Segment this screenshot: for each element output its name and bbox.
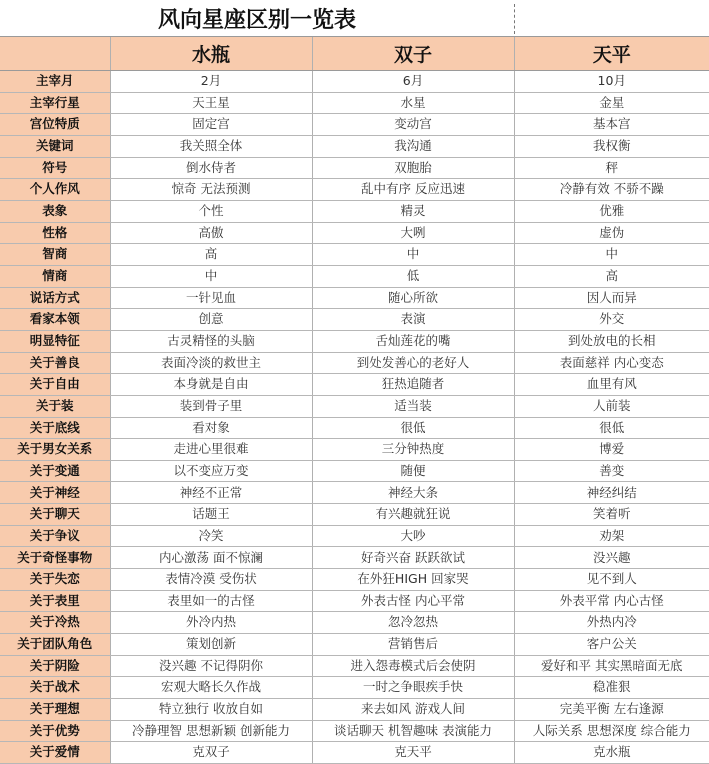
cell-aquarius: 没兴趣 不记得阴你 xyxy=(110,655,312,677)
cell-libra: 外交 xyxy=(514,309,709,331)
cell-gemini: 营销售后 xyxy=(312,634,514,656)
table-row xyxy=(0,525,709,547)
cell-libra: 克水瓶 xyxy=(514,742,709,764)
row-label: 明显特征 xyxy=(0,330,110,352)
cell-gemini: 舌灿莲花的嘴 xyxy=(312,330,514,352)
table-row xyxy=(0,439,709,461)
row-label: 关于聊天 xyxy=(0,504,110,526)
cell-libra: 很低 xyxy=(514,417,709,439)
cell-aquarius: 天王星 xyxy=(110,92,312,114)
row-label: 关于争议 xyxy=(0,525,110,547)
cell-aquarius: 神经不正常 xyxy=(110,482,312,504)
cell-aquarius: 我关照全体 xyxy=(110,135,312,157)
cell-libra: 基本宫 xyxy=(514,114,709,136)
row-label: 说话方式 xyxy=(0,287,110,309)
cell-gemini: 谈话聊天 机智趣味 表演能力 xyxy=(312,720,514,742)
cell-aquarius: 本身就是自由 xyxy=(110,374,312,396)
cell-aquarius: 高 xyxy=(110,244,312,266)
cell-libra: 冷静有效 不骄不躁 xyxy=(514,179,709,201)
table-row xyxy=(0,330,709,352)
cell-gemini: 来去如风 游戏人间 xyxy=(312,699,514,721)
cell-aquarius: 以不变应万变 xyxy=(110,460,312,482)
cell-gemini: 乱中有序 反应迅速 xyxy=(312,179,514,201)
table-body xyxy=(0,71,709,764)
comparison-table xyxy=(0,36,709,764)
cell-gemini: 随便 xyxy=(312,460,514,482)
cell-aquarius: 倒水侍者 xyxy=(110,157,312,179)
cell-libra: 客户公关 xyxy=(514,634,709,656)
row-label: 关于阴险 xyxy=(0,655,110,677)
row-label: 关于团队角色 xyxy=(0,634,110,656)
cell-libra: 人际关系 思想深度 综合能力 xyxy=(514,720,709,742)
table-row xyxy=(0,655,709,677)
cell-gemini: 很低 xyxy=(312,417,514,439)
cell-libra: 我权衡 xyxy=(514,135,709,157)
table-row xyxy=(0,742,709,764)
cell-gemini: 双胞胎 xyxy=(312,157,514,179)
row-label: 关于善良 xyxy=(0,352,110,374)
table-row xyxy=(0,287,709,309)
cell-aquarius: 冷静理智 思想新颖 创新能力 xyxy=(110,720,312,742)
cell-aquarius: 2月 xyxy=(110,71,312,93)
table-row xyxy=(0,460,709,482)
cell-aquarius: 惊奇 无法预测 xyxy=(110,179,312,201)
cell-libra: 因人而异 xyxy=(514,287,709,309)
cell-aquarius: 内心激荡 面不惊澜 xyxy=(110,547,312,569)
row-label: 关于冷热 xyxy=(0,612,110,634)
cell-libra: 中 xyxy=(514,244,709,266)
cell-gemini: 6月 xyxy=(312,71,514,93)
row-label: 关于奇怪事物 xyxy=(0,547,110,569)
cell-libra: 爱好和平 其实黑暗面无底 xyxy=(514,655,709,677)
row-label: 关于战术 xyxy=(0,677,110,699)
table-row xyxy=(0,200,709,222)
cell-libra: 神经纠结 xyxy=(514,482,709,504)
cell-libra: 外热内冷 xyxy=(514,612,709,634)
row-label: 关于失恋 xyxy=(0,569,110,591)
cell-libra: 博爱 xyxy=(514,439,709,461)
row-label: 关于优势 xyxy=(0,720,110,742)
cell-gemini: 外表古怪 内心平常 xyxy=(312,590,514,612)
header-row xyxy=(0,37,709,71)
table-row xyxy=(0,504,709,526)
cell-aquarius: 特立独行 收放自如 xyxy=(110,699,312,721)
table-row xyxy=(0,309,709,331)
table-row xyxy=(0,222,709,244)
row-label: 关于自由 xyxy=(0,374,110,396)
page-title: 风向星座区别一览表 xyxy=(157,7,356,33)
cell-aquarius: 创意 xyxy=(110,309,312,331)
table-row xyxy=(0,92,709,114)
column-header-gemini: 双子 xyxy=(312,37,514,71)
cell-aquarius: 克双子 xyxy=(110,742,312,764)
row-label: 关于爱情 xyxy=(0,742,110,764)
row-label: 主宰行星 xyxy=(0,92,110,114)
table-row xyxy=(0,114,709,136)
cell-gemini: 水星 xyxy=(312,92,514,114)
row-label: 表象 xyxy=(0,200,110,222)
row-label: 情商 xyxy=(0,265,110,287)
table-row xyxy=(0,179,709,201)
column-header-libra: 天平 xyxy=(514,37,709,71)
cell-aquarius: 装到骨子里 xyxy=(110,395,312,417)
row-label: 个人作风 xyxy=(0,179,110,201)
table-row xyxy=(0,569,709,591)
row-label: 主宰月 xyxy=(0,71,110,93)
column-header-aquarius: 水瓶 xyxy=(110,37,312,71)
cell-aquarius: 表里如一的古怪 xyxy=(110,590,312,612)
cell-gemini: 有兴趣就狂说 xyxy=(312,504,514,526)
cell-libra: 高 xyxy=(514,265,709,287)
cell-libra: 10月 xyxy=(514,71,709,93)
row-label: 关于理想 xyxy=(0,699,110,721)
cell-gemini: 变动宫 xyxy=(312,114,514,136)
cell-aquarius: 一针见血 xyxy=(110,287,312,309)
cell-libra: 善变 xyxy=(514,460,709,482)
cell-aquarius: 宏观大略长久作战 xyxy=(110,677,312,699)
cell-gemini: 大吵 xyxy=(312,525,514,547)
cell-gemini: 到处发善心的老好人 xyxy=(312,352,514,374)
row-label: 关于神经 xyxy=(0,482,110,504)
cell-gemini: 狂热追随者 xyxy=(312,374,514,396)
row-label: 智商 xyxy=(0,244,110,266)
cell-libra: 金星 xyxy=(514,92,709,114)
cell-libra: 笑着听 xyxy=(514,504,709,526)
cell-libra: 劝架 xyxy=(514,525,709,547)
cell-libra: 优雅 xyxy=(514,200,709,222)
cell-gemini: 克天平 xyxy=(312,742,514,764)
cell-gemini: 大咧 xyxy=(312,222,514,244)
cell-aquarius: 看对象 xyxy=(110,417,312,439)
cell-aquarius: 个性 xyxy=(110,200,312,222)
row-label: 符号 xyxy=(0,157,110,179)
cell-libra: 人前装 xyxy=(514,395,709,417)
cell-aquarius: 策划创新 xyxy=(110,634,312,656)
cell-libra: 血里有风 xyxy=(514,374,709,396)
table-row xyxy=(0,482,709,504)
table-row xyxy=(0,374,709,396)
table-row xyxy=(0,352,709,374)
cell-gemini: 一时之争眼疾手快 xyxy=(312,677,514,699)
cell-aquarius: 外冷内热 xyxy=(110,612,312,634)
table-row xyxy=(0,612,709,634)
cell-gemini: 中 xyxy=(312,244,514,266)
cell-aquarius: 冷笑 xyxy=(110,525,312,547)
title-spacer xyxy=(514,0,709,36)
table-row xyxy=(0,547,709,569)
table-row xyxy=(0,135,709,157)
row-label: 关于男女关系 xyxy=(0,439,110,461)
cell-aquarius: 高傲 xyxy=(110,222,312,244)
cell-libra: 外表平常 内心古怪 xyxy=(514,590,709,612)
cell-aquarius: 话题王 xyxy=(110,504,312,526)
cell-aquarius: 走进心里很难 xyxy=(110,439,312,461)
table-row xyxy=(0,244,709,266)
row-label: 关键词 xyxy=(0,135,110,157)
cell-gemini: 随心所欲 xyxy=(312,287,514,309)
row-label: 宫位特质 xyxy=(0,114,110,136)
cell-gemini: 表演 xyxy=(312,309,514,331)
cell-gemini: 精灵 xyxy=(312,200,514,222)
cell-gemini: 我沟通 xyxy=(312,135,514,157)
cell-gemini: 适当装 xyxy=(312,395,514,417)
cell-aquarius: 固定宫 xyxy=(110,114,312,136)
header-corner xyxy=(0,37,110,71)
table-row xyxy=(0,71,709,93)
cell-libra: 秤 xyxy=(514,157,709,179)
table-row xyxy=(0,417,709,439)
cell-gemini: 神经大条 xyxy=(312,482,514,504)
row-label: 性格 xyxy=(0,222,110,244)
cell-gemini: 好奇兴奋 跃跃欲试 xyxy=(312,547,514,569)
cell-libra: 完美平衡 左右逢源 xyxy=(514,699,709,721)
table-row xyxy=(0,677,709,699)
table-row xyxy=(0,699,709,721)
row-label: 关于表里 xyxy=(0,590,110,612)
row-label: 看家本领 xyxy=(0,309,110,331)
cell-gemini: 低 xyxy=(312,265,514,287)
cell-aquarius: 古灵精怪的头脑 xyxy=(110,330,312,352)
cell-aquarius: 表情冷漠 受伤状 xyxy=(110,569,312,591)
cell-aquarius: 表面冷淡的救世主 xyxy=(110,352,312,374)
row-label: 关于装 xyxy=(0,395,110,417)
cell-libra: 见不到人 xyxy=(514,569,709,591)
table-row xyxy=(0,634,709,656)
cell-libra: 没兴趣 xyxy=(514,547,709,569)
cell-libra: 到处放电的长相 xyxy=(514,330,709,352)
cell-gemini: 三分钟热度 xyxy=(312,439,514,461)
cell-gemini: 在外狂HIGH 回家哭 xyxy=(312,569,514,591)
table-row xyxy=(0,157,709,179)
table-row xyxy=(0,265,709,287)
cell-libra: 虚伪 xyxy=(514,222,709,244)
row-label: 关于底线 xyxy=(0,417,110,439)
cell-libra: 表面慈祥 内心变态 xyxy=(514,352,709,374)
cell-aquarius: 中 xyxy=(110,265,312,287)
cell-libra: 稳准狠 xyxy=(514,677,709,699)
table-row xyxy=(0,590,709,612)
cell-gemini: 进入怨毒模式后会使阴 xyxy=(312,655,514,677)
row-label: 关于变通 xyxy=(0,460,110,482)
dashed-divider xyxy=(514,4,515,34)
cell-gemini: 忽冷忽热 xyxy=(312,612,514,634)
table-row xyxy=(0,720,709,742)
table-row xyxy=(0,395,709,417)
